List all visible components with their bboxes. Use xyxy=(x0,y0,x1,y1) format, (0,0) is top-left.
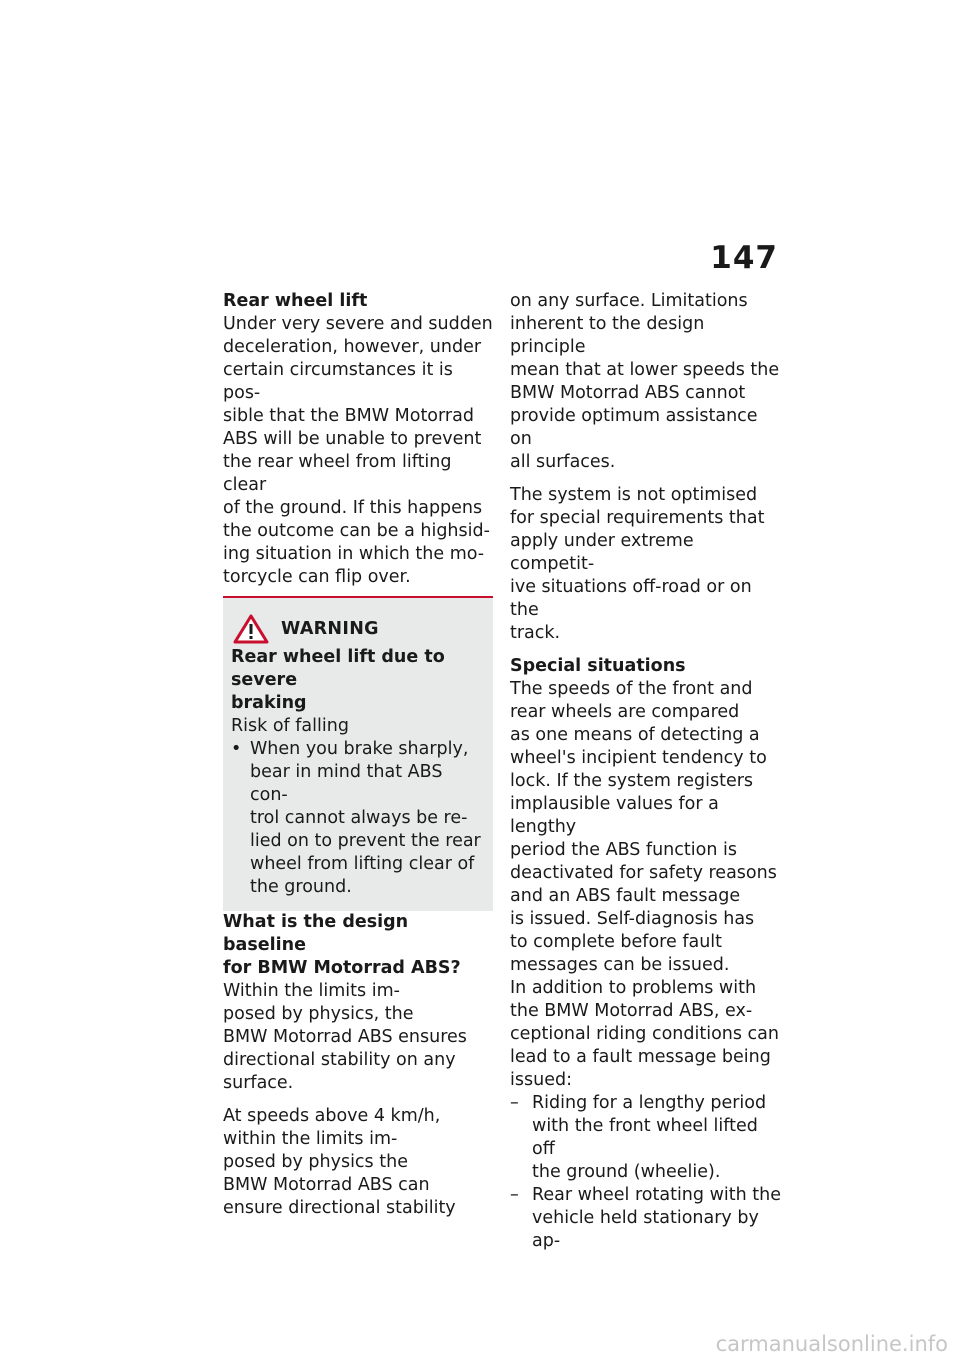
text-line: In addition to problems with xyxy=(510,978,757,998)
text-line: certain circumstances it is pos- xyxy=(223,360,453,403)
warning-header xyxy=(233,612,485,646)
text-line: Under very severe and sudden xyxy=(223,314,493,334)
text-line: the ground (wheelie). xyxy=(532,1162,721,1182)
rear-wheel-lift-paragraph xyxy=(223,313,493,589)
text-line: ensure directional stability xyxy=(223,1198,456,1218)
left-column xyxy=(223,290,493,1220)
text-line: to complete before fault xyxy=(510,932,723,952)
dash-list-item xyxy=(510,1184,782,1253)
text-line: lied on to prevent the rear xyxy=(250,831,481,851)
text-line: of the ground. If this happens xyxy=(223,498,483,518)
not-optimised-paragraph xyxy=(510,484,782,645)
text-line: ABS will be unable to prevent xyxy=(223,429,482,449)
text-line: and an ABS fault message xyxy=(510,886,741,906)
text-line: What is the design baseline xyxy=(223,912,409,955)
text-line: ceptional riding conditions can xyxy=(510,1024,779,1044)
text-line: inherent to the design principle xyxy=(510,314,705,357)
text-line: ive situations off-road or on the xyxy=(510,577,752,620)
text-line: torcycle can flip over. xyxy=(223,567,411,587)
text-line: sible that the BMW Motorrad xyxy=(223,406,474,426)
text-line: with the front wheel lifted off xyxy=(532,1116,758,1159)
continuation-paragraph xyxy=(510,290,782,474)
text-line: within the limits im- xyxy=(223,1129,398,1149)
dash-mark: – xyxy=(510,1185,519,1205)
text-line: period the ABS function is xyxy=(510,840,737,860)
text-line: implausible values for a lengthy xyxy=(510,794,719,837)
text-line: for special requirements that xyxy=(510,508,765,528)
text-line: the ground. xyxy=(250,877,352,897)
addition-paragraph xyxy=(510,977,782,1092)
text-line: Within the limits im- xyxy=(223,981,400,1001)
text-line: for BMW Motorrad ABS? xyxy=(223,958,461,978)
text-line: posed by physics the xyxy=(223,1152,408,1172)
text-line: At speeds above 4 km/h, xyxy=(223,1106,441,1126)
bullet-mark: • xyxy=(231,739,242,759)
text-line: When you brake sharply, xyxy=(250,739,469,759)
text-line: directional stability on any xyxy=(223,1050,456,1070)
text-line: BMW Motorrad ABS cannot xyxy=(510,383,746,403)
text-line: deactivated for safety reasons xyxy=(510,863,777,883)
text-line: Rear wheel rotating with the xyxy=(532,1185,781,1205)
text-line: lead to a fault message being xyxy=(510,1047,771,1067)
rear-wheel-lift-heading: Rear wheel lift xyxy=(223,291,368,311)
text-line: vehicle held stationary by ap- xyxy=(532,1208,759,1251)
text-line: surface. xyxy=(223,1073,294,1093)
dash-mark: – xyxy=(510,1093,519,1113)
text-line: rear wheels are compared xyxy=(510,702,740,722)
text-line: as one means of detecting a xyxy=(510,725,760,745)
text-line: BMW Motorrad ABS can xyxy=(223,1175,430,1195)
text-line: messages can be issued. xyxy=(510,955,730,975)
warning-title xyxy=(231,646,485,715)
warning-label: WARNING xyxy=(281,618,379,639)
special-situations-heading: Special situations xyxy=(510,656,686,676)
text-line: all surfaces. xyxy=(510,452,616,472)
watermark: carmanualsonline.info xyxy=(715,1332,948,1356)
text-line: lock. If the system registers xyxy=(510,771,754,791)
text-line: track. xyxy=(510,623,561,643)
text-line: The system is not optimised xyxy=(510,485,758,505)
text-line: braking xyxy=(231,693,307,713)
text-line: issued: xyxy=(510,1070,572,1090)
text-line: the BMW Motorrad ABS, ex- xyxy=(510,1001,753,1021)
text-line: Rear wheel lift due to severe xyxy=(231,647,445,690)
text-line: the outcome can be a highsid- xyxy=(223,521,490,541)
text-line: BMW Motorrad ABS ensures xyxy=(223,1027,467,1047)
text-line: Riding for a lengthy period xyxy=(532,1093,767,1113)
text-line: the rear wheel from lifting clear xyxy=(223,452,452,495)
text-line: mean that at lower speeds the xyxy=(510,360,780,380)
text-line: apply under extreme competit- xyxy=(510,531,694,574)
text-line: provide optimum assistance on xyxy=(510,406,758,449)
text-line: ing situation in which the mo- xyxy=(223,544,485,564)
dash-list-item xyxy=(510,1092,782,1184)
text-line: posed by physics, the xyxy=(223,1004,414,1024)
text-line: trol cannot always be re- xyxy=(250,808,468,828)
text-line: wheel from lifting clear of xyxy=(250,854,475,874)
page-number: 147 xyxy=(710,240,778,276)
text-line: on any surface. Limitations xyxy=(510,291,748,311)
design-baseline-paragraph-2 xyxy=(223,1105,493,1220)
text-line: wheel's incipient tendency to xyxy=(510,748,767,768)
warning-risk: Risk of falling xyxy=(231,716,349,736)
warning-bullet-item xyxy=(231,738,485,899)
text-line: The speeds of the front and xyxy=(510,679,753,699)
warning-triangle-icon xyxy=(233,614,269,644)
right-column xyxy=(510,290,782,1253)
text-line: deceleration, however, under xyxy=(223,337,482,357)
design-baseline-heading xyxy=(223,911,493,980)
design-baseline-paragraph-1 xyxy=(223,980,493,1095)
text-line: is issued. Self-diagnosis has xyxy=(510,909,755,929)
text-line: bear in mind that ABS con- xyxy=(250,762,443,805)
special-situations-paragraph xyxy=(510,678,782,977)
warning-box xyxy=(223,598,493,911)
